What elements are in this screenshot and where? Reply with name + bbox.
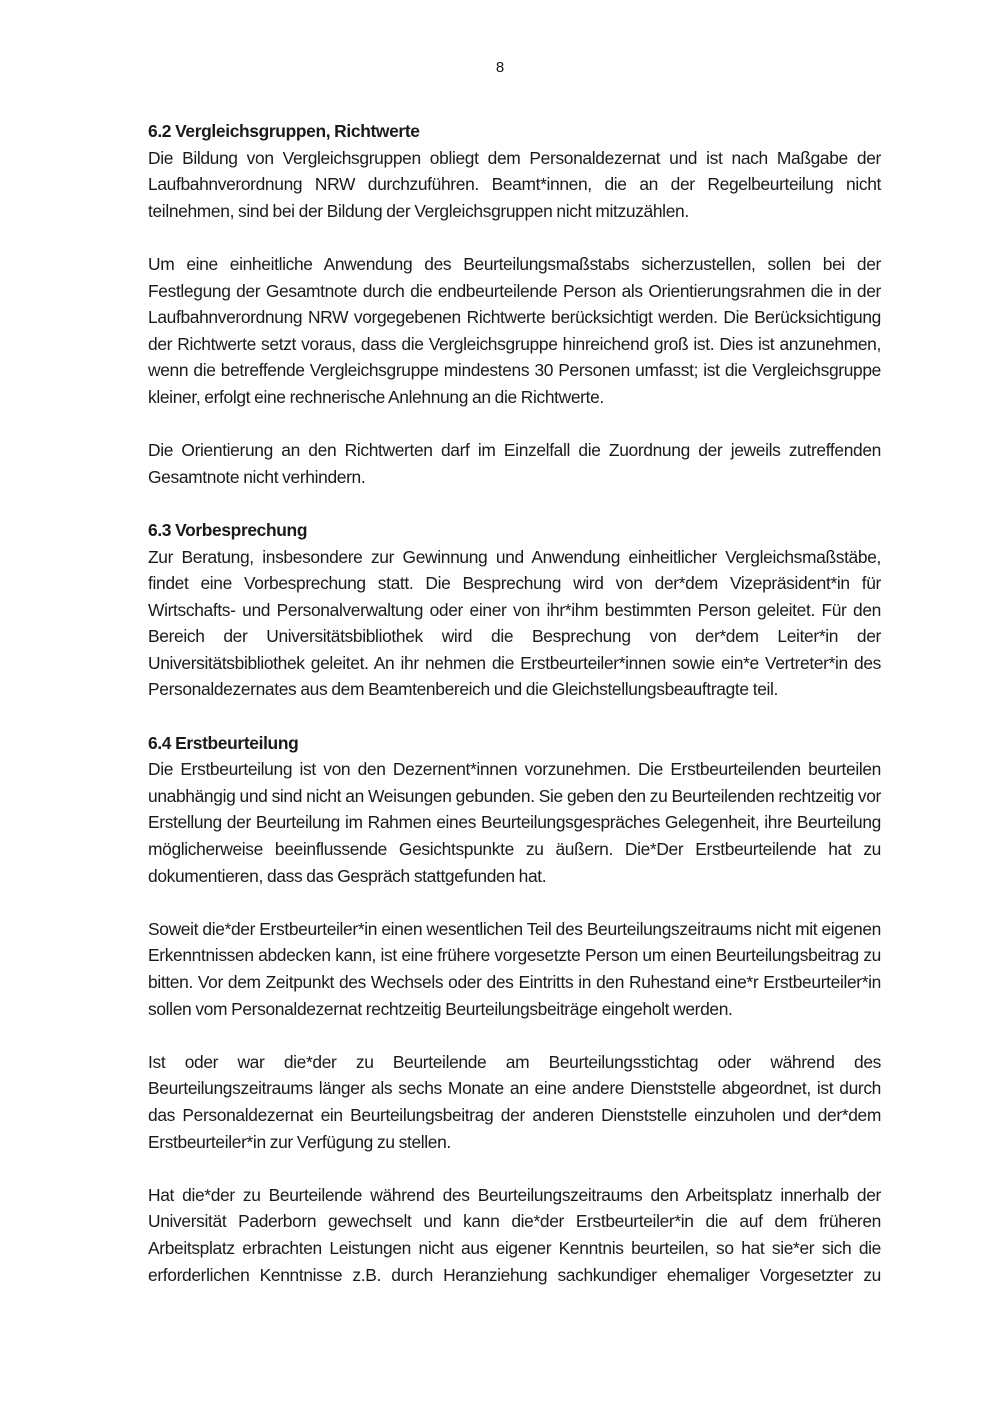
section-heading: 6.2 Vergleichsgruppen, Richtwerte xyxy=(148,121,420,141)
paragraph: Hat die*der zu Beurteilende während des Beurteilungszeitraums den Arbeitsplatz innerhalb der Universität Paderborn gewechselt und kann die*der Erstbeurteiler*in die auf dem früheren Arbeitsplatz erbrachten Leistungen nicht aus eigener Kenntnis beurteilen, so hat sie*er sich die erforderlichen Kenntnisse z.B. durch Heranziehung sachkundiger ehemaliger Vorgesetzter zu xyxy=(148,1184,881,1285)
section-6-2 xyxy=(148,118,881,490)
paragraph: Ist oder war die*der zu Beurteilende am Beurteilungsstichtag oder während des Beurteilungszeitraums länger als sechs Monate an eine andere Dienststelle abgeordnet, ist durch das Personaldezernat ein Beurteilungsbeitrag der anderen Dienststelle einzuholen und der*dem Erstbeurteiler*in zur Verfügung zu stellen. xyxy=(148,1051,881,1152)
paragraph: Soweit die*der Erstbeurteiler*in einen wesentlichen Teil des Beurteilungszeitraums nicht mit eigenen Erkenntnissen abdecken kann, ist eine frühere vorgesetzte Person um einen Beurteilungsbeitrag zu bitten. Vor dem Zeitpunkt des Wechsels oder des Eintritts in den Ruhestand eine*r Erstbeurteiler*in sollen vom Personaldezernat rechtzeitig Beurteilungsbeiträge eingeholt werden. xyxy=(148,918,881,1019)
paragraph: Die Erstbeurteilung ist von den Dezernent*innen vorzunehmen. Die Erstbeurteilenden beurteilen unabhängig und sind nicht an Weisungen gebunden. Sie geben den zu Beurteilenden rechtzeitig vor Erstellung der Beurteilung im Rahmen eines Beurteilungsgespräches Gelegenheit, ihre Beurteilung möglicherweise beeinflussende Gesichtspunkte zu äußern. Die*Der Erstbeurteilende hat zu dokumentieren, dass das Gespräch stattgefunden hat. xyxy=(148,759,881,886)
paragraph: Die Orientierung an den Richtwerten darf im Einzelfall die Zuordnung der jeweils zutreffenden Gesamtnote nicht verhindern. xyxy=(148,440,881,487)
page-number: 8 xyxy=(495,59,505,76)
section-6-3 xyxy=(148,517,881,703)
paragraph: Um eine einheitliche Anwendung des Beurteilungsmaßstabs sicherzustellen, sollen bei der Festlegung der Gesamtnote durch die endbeurteilende Person als Orientierungsrahmen die in der Laufbahnverordnung NRW vorgegebenen Richtwerte berücksichtigt werden. Die Berücksichtigung der Richtwerte setzt voraus, dass die Vergleichsgruppe hinreichend groß ist. Dies ist anzunehmen, wenn die betreffende Vergleichsgruppe mindestens 30 Personen umfasst; ist die Vergleichsgruppe kleiner, erfolgt eine rechnerische Anlehnung an die Richtwerte. xyxy=(148,253,881,407)
section-heading: 6.3 Vorbesprechung xyxy=(148,519,308,540)
paragraph: Die Bildung von Vergleichsgruppen obliegt dem Personaldezernat und ist nach Maßgabe der Laufbahnverordnung NRW durchzuführen. Beamt*innen, die an der Regelbeurteilung nicht teilnehmen, sind bei der Bildung der Vergleichsgruppen nicht mitzuzählen. xyxy=(148,147,881,221)
section-heading: 6.4 Erstbeurteilung xyxy=(148,732,299,753)
paragraph: Zur Beratung, insbesondere zur Gewinnung und Anwendung einheitlicher Vergleichsmaßstäbe, findet eine Vorbesprechung statt. Die Besprechung wird von der*dem Vizepräsident*in für Wirtschafts- und Personalverwaltung oder einer von ihr*ihm bestimmten Person geleitet. Für den Bereich der Universitätsbibliothek wird die Besprechung von der*dem Leiter*in der Universitätsbibliothek geleitet. An ihr nehmen die Erstbeurteiler*innen sowie ein*e Vertreter*in des Personaldezernates aus dem Beamtenbereich und die Gleichstellungsbeauftragte teil. xyxy=(148,546,881,700)
document-body xyxy=(148,118,881,1315)
section-6-4 xyxy=(148,730,881,1288)
